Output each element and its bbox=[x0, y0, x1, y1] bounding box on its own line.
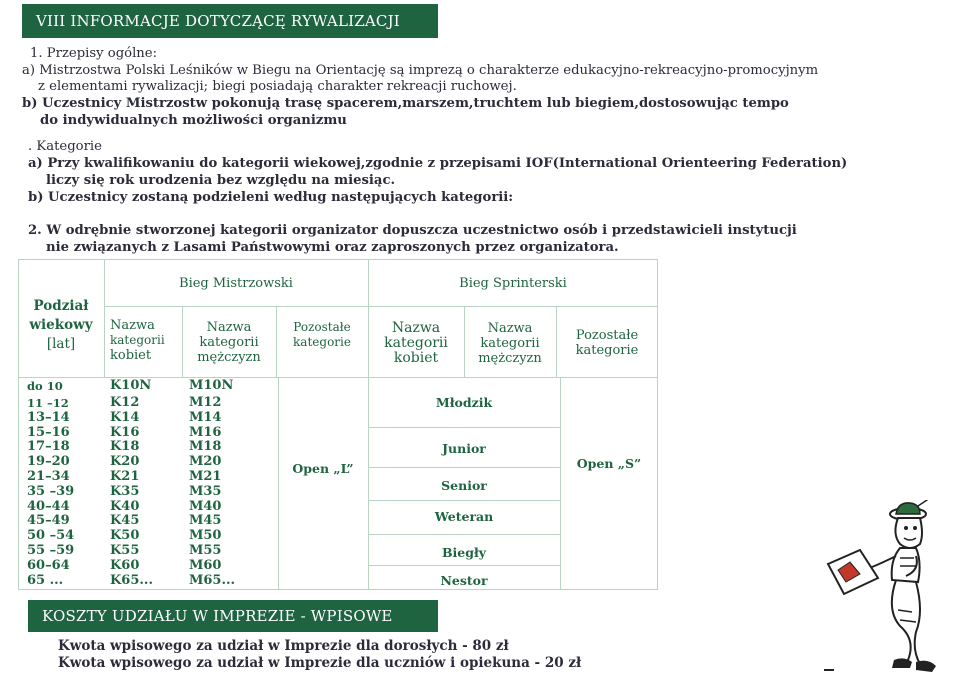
col-women-mistrz bbox=[104, 318, 178, 363]
col-header-line: Nazwa bbox=[391, 320, 441, 336]
row-women-category: K60 bbox=[110, 557, 140, 573]
col-header-line: kategorii bbox=[199, 335, 259, 350]
row-age: 17–18 bbox=[27, 439, 70, 455]
col-header-line: Pozostałe bbox=[293, 320, 351, 334]
open-l-cell: Open „L” bbox=[292, 461, 354, 476]
row-women-category: K16 bbox=[110, 424, 140, 440]
row-men-category: M65... bbox=[189, 572, 236, 588]
row-men-category: M35 bbox=[189, 483, 222, 499]
sprint-group-senior: Senior bbox=[441, 478, 487, 493]
sprint-group-weteran: Weteran bbox=[434, 509, 494, 524]
row-men-category: M45 bbox=[189, 513, 222, 529]
grid-line bbox=[368, 500, 560, 501]
section-title: KOSZTY UDZIAŁU W IMPREZIE - WPISOWE bbox=[42, 607, 393, 625]
row-women-category: K50 bbox=[110, 528, 140, 544]
grid-line bbox=[560, 377, 561, 590]
row-age: 50 –54 bbox=[27, 528, 75, 544]
row-age: 60–64 bbox=[27, 557, 70, 573]
row-men-category: M21 bbox=[189, 469, 222, 484]
row-age: 21–34 bbox=[27, 469, 70, 484]
row-age: 11 –12 bbox=[27, 396, 69, 410]
row-men-category: M50 bbox=[189, 528, 222, 544]
categories-heading: . Kategorie bbox=[28, 139, 102, 154]
grid-line bbox=[104, 306, 658, 307]
sprint-group-junior: Junior bbox=[442, 441, 486, 456]
section-banner-fees bbox=[28, 600, 438, 632]
grid-line bbox=[368, 534, 560, 535]
row-age: 19–20 bbox=[27, 454, 70, 470]
row-women-category: K40 bbox=[110, 498, 140, 514]
rule-2-line2: nie związanych z Lasami Państwowymi oraz zaproszonych przez organizatora. bbox=[46, 240, 619, 255]
rule-2-line1: 2. W odrębnie stworzonej kategorii organizator dopuszcza uczestnictwo osób i przedstawicieli instytucji bbox=[28, 223, 797, 238]
grid-line bbox=[368, 565, 560, 566]
col-header-line: kobiet bbox=[110, 348, 152, 363]
sprint-group-biegly: Biegły bbox=[441, 545, 487, 560]
section-banner-rivalry bbox=[22, 4, 438, 38]
col-header-line: kategorii bbox=[384, 335, 448, 351]
row-women-category: K35 bbox=[110, 483, 140, 499]
row-men-category: M14 bbox=[189, 409, 222, 425]
col-header-line: Pozostałe bbox=[575, 328, 639, 343]
grid-line bbox=[368, 427, 560, 428]
age-header-line: [lat] bbox=[46, 336, 76, 352]
fee-adults: Kwota wpisowego za udział w Imprezie dla dorosłych - 80 zł bbox=[58, 638, 509, 654]
col-header-line: kategorii bbox=[110, 333, 165, 347]
age-division-header bbox=[18, 297, 104, 354]
row-women-category: K18 bbox=[110, 439, 140, 455]
row-men-category: M60 bbox=[189, 557, 222, 573]
col-women-sprint bbox=[368, 321, 464, 366]
row-women-category: K45 bbox=[110, 513, 140, 529]
group-header-mistrzowski: Bieg Mistrzowski bbox=[179, 276, 293, 291]
orienteer-mascot-illustration bbox=[820, 500, 955, 675]
row-men-category: M16 bbox=[189, 424, 222, 440]
section-title: VIII INFORMACJE DOTYCZĄCĘ RYWALIZACJI bbox=[36, 12, 400, 30]
group-header-sprinterski: Bieg Sprinterski bbox=[459, 276, 567, 291]
row-women-category: K10N bbox=[110, 378, 152, 393]
grid-line bbox=[278, 377, 279, 590]
row-age: 35 –39 bbox=[27, 483, 75, 499]
sprint-group-nestor: Nestor bbox=[440, 573, 488, 588]
rule-a-line2: z elementami rywalizacji; biegi posiadają charakter rekreacji ruchowej. bbox=[38, 79, 517, 94]
col-men-mistrz bbox=[182, 320, 276, 365]
rule-b-line2: do indywidualnych możliwości organizmu bbox=[40, 113, 347, 128]
row-men-category: M55 bbox=[189, 543, 222, 558]
col-header-line: mężczyzn bbox=[478, 351, 542, 366]
categories-a-line2: liczy się rok urodzenia bez względu na miesiąc. bbox=[46, 173, 396, 188]
row-age: do 10 bbox=[27, 379, 63, 393]
age-header-line: wiekowy bbox=[29, 317, 93, 333]
rule-a-line1: a) Mistrzostwa Polski Leśników w Biegu na Orientację są imprezą o charakterze edukacyjno-rekreacyjno-promocyjnym bbox=[22, 63, 819, 78]
row-age: 45–49 bbox=[27, 513, 70, 529]
col-other-mistrz bbox=[276, 320, 368, 350]
categories-a-line1: a) Przy kwalifikowaniu do kategorii wiekowej,zgodnie z przepisami IOF(International Orienteering Federation) bbox=[28, 156, 848, 171]
col-header-line: mężczyzn bbox=[197, 350, 261, 365]
col-header-line: kategorie bbox=[293, 335, 351, 349]
row-men-category: M18 bbox=[189, 439, 222, 455]
row-age: 13–14 bbox=[27, 409, 70, 425]
row-women-category: K20 bbox=[110, 454, 140, 470]
col-header-line: Nazwa bbox=[487, 321, 533, 336]
row-women-category: K65... bbox=[110, 572, 153, 588]
rule-b-line1: b) Uczestnicy Mistrzostw pokonują trasę spacerem,marszem,truchtem lub biegiem,dostosowując tempo bbox=[22, 96, 789, 111]
col-header-line: kategorie bbox=[575, 343, 639, 358]
row-age: 15–16 bbox=[27, 424, 70, 440]
col-men-sprint bbox=[464, 321, 556, 366]
row-men-category: M12 bbox=[189, 395, 222, 410]
row-women-category: K21 bbox=[110, 469, 140, 484]
col-header-line: Nazwa bbox=[110, 318, 155, 333]
rules-heading: 1. Przepisy ogólne: bbox=[30, 46, 158, 61]
fee-students: Kwota wpisowego za udział w Imprezie dla uczniów i opiekuna - 20 zł bbox=[58, 655, 582, 671]
grid-line bbox=[368, 467, 560, 468]
row-women-category: K55 bbox=[110, 543, 140, 558]
row-age: 65 ... bbox=[27, 572, 64, 588]
row-women-category: K12 bbox=[110, 395, 140, 410]
row-age: 55 –59 bbox=[27, 543, 75, 558]
row-men-category: M10N bbox=[189, 378, 234, 393]
row-age: 40–44 bbox=[27, 498, 70, 514]
row-men-category: M40 bbox=[189, 498, 222, 514]
col-header-line: kobiet bbox=[393, 350, 439, 366]
col-header-line: kategorii bbox=[480, 336, 540, 351]
col-other-sprint bbox=[556, 328, 658, 358]
row-women-category: K14 bbox=[110, 409, 140, 425]
open-s-cell: Open „S” bbox=[576, 456, 642, 471]
row-men-category: M20 bbox=[189, 454, 222, 470]
col-header-line: Nazwa bbox=[206, 320, 252, 335]
age-header-line: Podział bbox=[33, 298, 89, 314]
sprint-group-mlodzik: Młodzik bbox=[435, 395, 493, 410]
categories-b-line: b) Uczestnicy zostaną podzieleni według następujących kategorii: bbox=[28, 190, 514, 205]
